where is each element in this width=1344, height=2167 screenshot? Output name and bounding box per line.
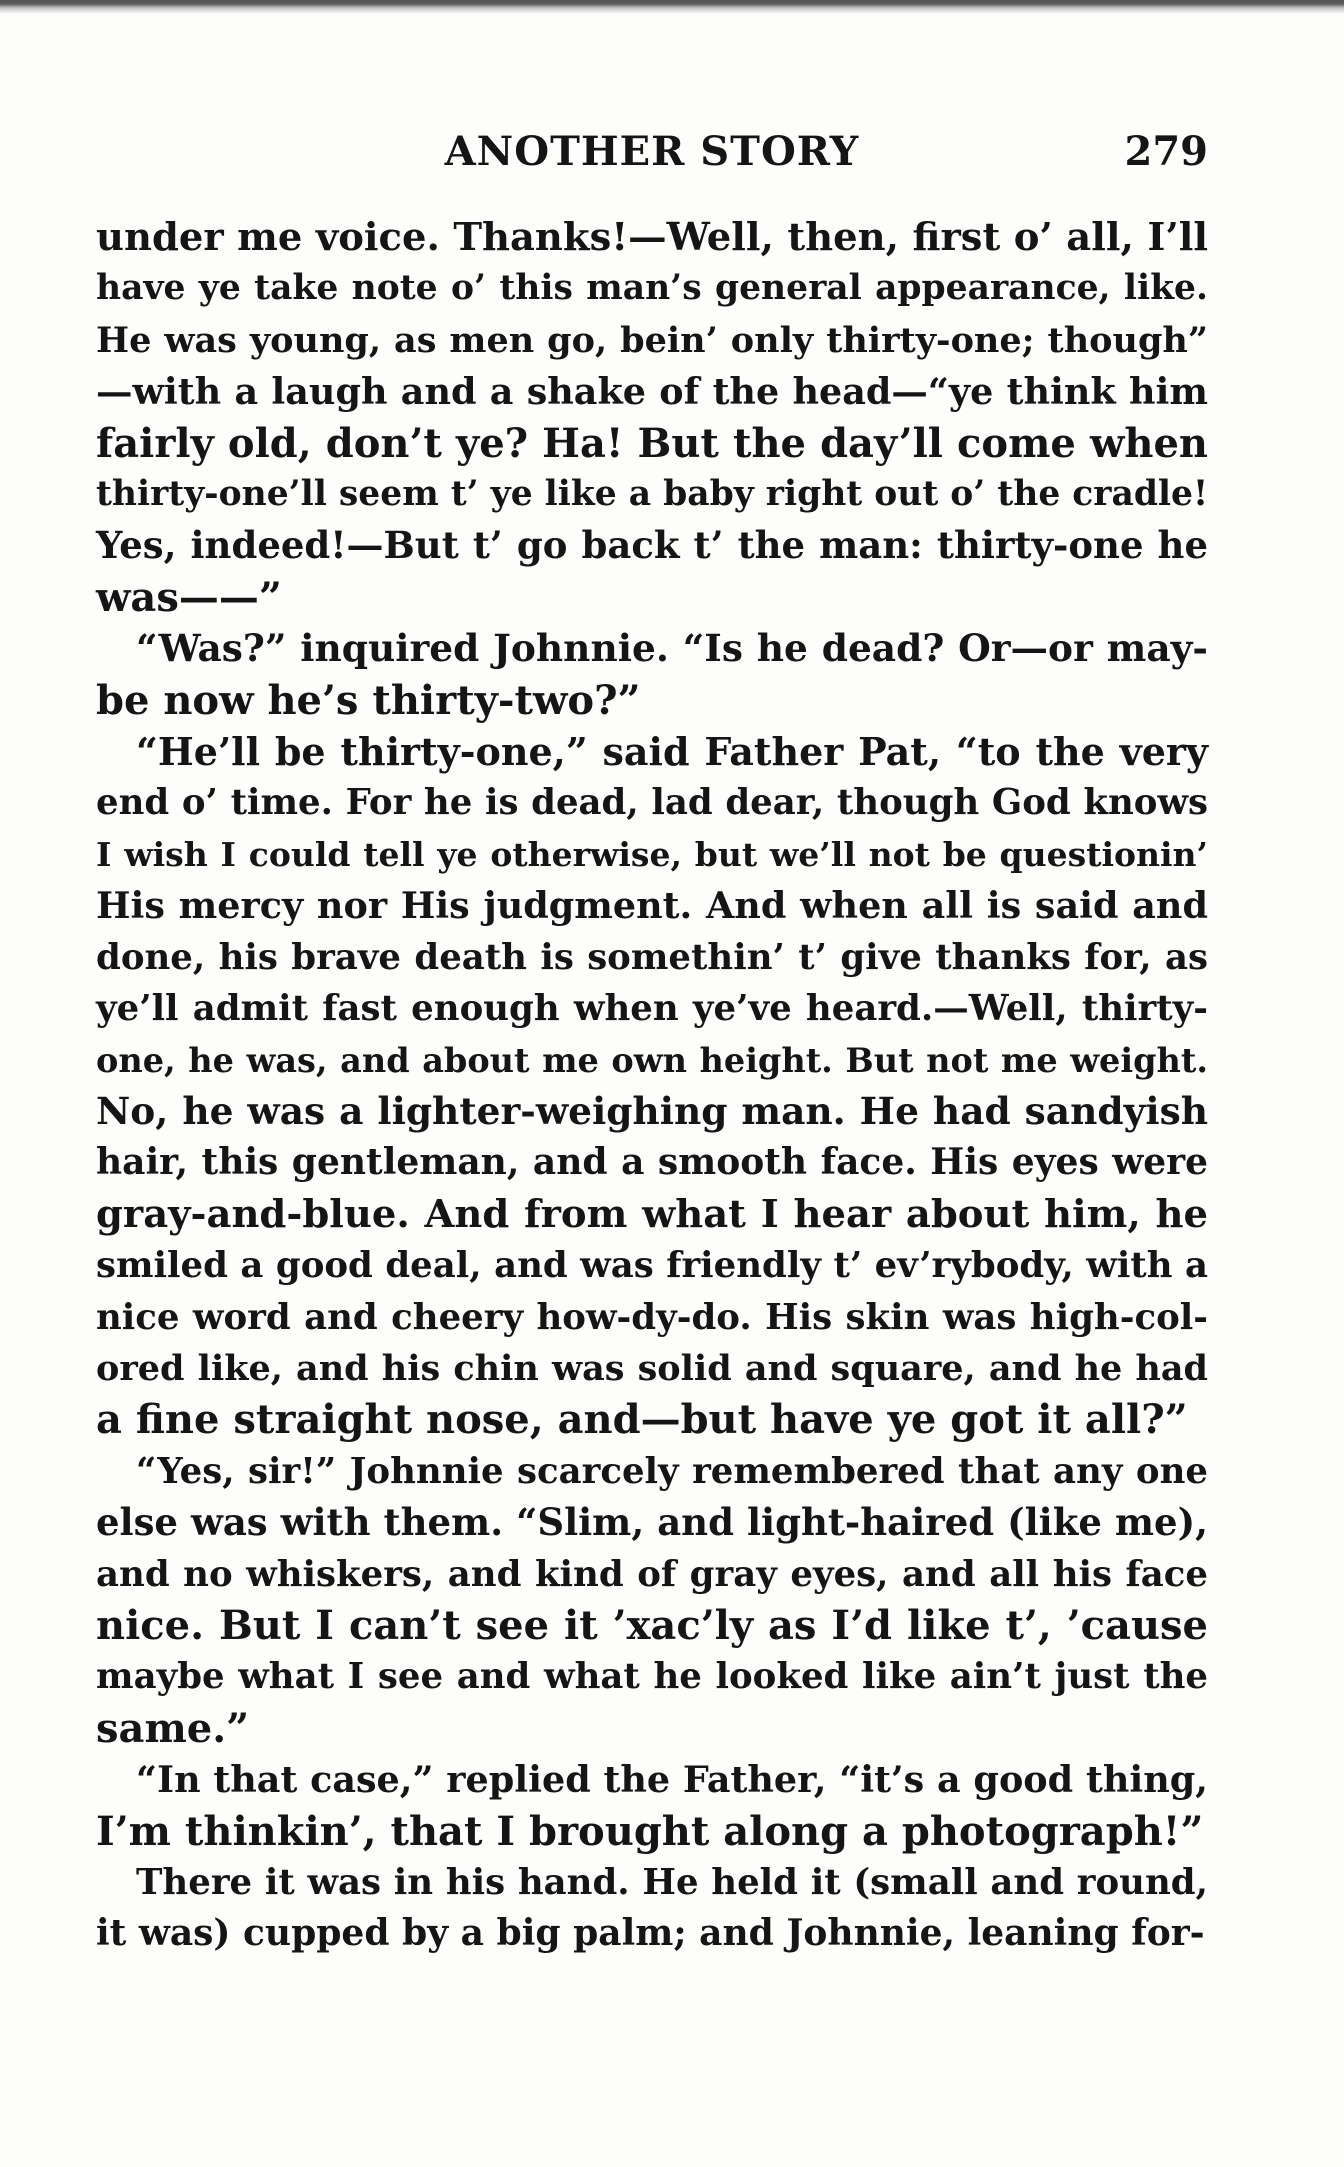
text-line: He was young, as men go, bein’ only thirty-one; though” [96, 319, 1208, 361]
text-line: hair, this gentleman, and a smooth face. His eyes were [96, 1141, 1208, 1184]
text-line: be now he’s thirty-two?” [96, 676, 641, 724]
text-line: fairly old, don’t ye? Ha! But the day’ll come when [96, 419, 1208, 467]
text-line: His mercy nor His judgment. And when all is said and [96, 884, 1208, 928]
page-number: 279 [1124, 128, 1208, 175]
text-line: maybe what I see and what he looked like ain’t just the [96, 1656, 1208, 1698]
text-line: was——” [96, 573, 282, 621]
text-line: smiled a good deal, and was friendly t’ ev’rybody, with a [96, 1245, 1208, 1287]
text-line: one, he was, and about me own height. But not me weight. [96, 1040, 1208, 1080]
page-header [96, 128, 1208, 188]
text-line: done, his brave death is somethin’ t’ give thanks for, as [96, 936, 1208, 978]
paragraph [96, 1857, 1208, 1960]
text-line: gray-and-blue. And from what I hear about him, he [96, 1191, 1208, 1237]
paragraph [96, 1754, 1208, 1857]
text-line: else was with them. “Slim, and light-haired (like me), [96, 1500, 1208, 1545]
text-line: I wish I could tell ye otherwise, but we’ll not be questionin’ [96, 834, 1208, 874]
text-line: ored like, and his chin was solid and square, and he had [96, 1347, 1208, 1389]
text-line: and no whiskers, and kind of gray eyes, and all his face [96, 1553, 1208, 1595]
text-line: have ye take note o’ this man’s general appearance, like. [96, 268, 1208, 309]
text-line: No, he was a lighter-weighing man. He had sandyish [96, 1088, 1208, 1133]
text-line: “Was?” inquired Johnnie. “Is he dead? Or—or may- [136, 626, 1208, 671]
text-line: I’m thinkin’, that I brought along a photograph!” [96, 1807, 1204, 1855]
paragraph [96, 726, 1208, 1446]
running-head: ANOTHER STORY [444, 128, 860, 175]
paragraph [96, 212, 1208, 623]
text-line: thirty-one’ll seem t’ ye like a baby right out o’ the cradle! [96, 474, 1209, 515]
paragraph [96, 623, 1208, 726]
text-line: it was) cupped by a big palm; and Johnnie, leaning for- [96, 1912, 1205, 1955]
text-line: There it was in his hand. He held it (small and round, [136, 1862, 1208, 1903]
text-line: —with a laugh and a shake of the head—“ye think him [96, 370, 1208, 414]
text-line: same.” [96, 1704, 250, 1752]
text-line: ye’ll admit fast enough when ye’ve heard.—Well, thirty- [96, 988, 1208, 1030]
text-line: under me voice. Thanks!—Well, then, first o’ all, I’ll [96, 215, 1208, 260]
text-line: “In that case,” replied the Father, “it’s a good thing, [136, 1758, 1208, 1802]
text-line: “He’ll be thirty-one,” said Father Pat, “to the very [136, 729, 1208, 775]
text-line: Yes, indeed!—But t’ go back t’ the man: thirty-one he [96, 523, 1208, 568]
text-line: a fine straight nose, and—but have ye got it all?” [96, 1396, 1188, 1444]
text-line: end o’ time. For he is dead, lad dear, though God knows [96, 782, 1208, 824]
text-line: “Yes, sir!” Johnnie scarcely remembered that any one [136, 1450, 1208, 1492]
text-line: nice word and cheery how-dy-do. His skin was high-col- [96, 1296, 1208, 1338]
text-line: nice. But I can’t see it ’xac’ly as I’d like t’, ’cause [96, 1601, 1208, 1649]
page-top-edge [0, 0, 1344, 14]
paragraph [96, 1446, 1208, 1754]
body-text [96, 212, 1208, 1960]
